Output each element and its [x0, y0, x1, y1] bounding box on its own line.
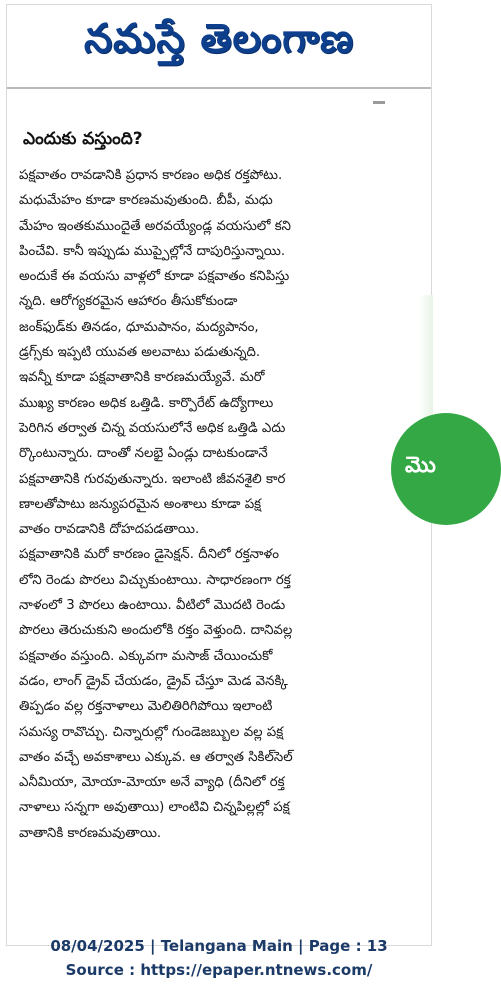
article-line: పక్షవాతం వస్తుంది. ఎక్కువగా మసాజ్ చేయించుకో	[19, 648, 273, 664]
article-headline: ఎందుకు వస్తుంది?	[23, 129, 143, 149]
article-line: డ్రగ్స్‌కు ఇప్పటి యువత అలవాటు పడుతున్నది.	[19, 345, 261, 361]
article-line: మధుమేహం కూడా కారణమవుతుంది. బీపీ, మధు	[19, 193, 273, 209]
decorative-mark	[373, 101, 385, 104]
side-badge-text: మొ	[405, 453, 436, 478]
masthead	[7, 5, 431, 83]
article-line: పించేవి. కానీ ఇప్పుడు ముప్పైల్లోనే దాపురిస్తున్నాయి.	[19, 243, 286, 259]
article-paragraph	[19, 542, 417, 846]
article-line: పక్షవాతానికి మరో కారణం డైసెక్షన్. దీనిలో రక్తనాళం	[19, 547, 279, 563]
article-line: తిప్పడం వల్ల రక్తనాళాలు మెలితిరిగిపోయి ఇలాంటి	[19, 699, 273, 715]
newspaper-clipping	[6, 4, 436, 946]
article-line: సమస్య రావొచ్చు. చిన్నారుల్లో గుండెజబ్బుల వల్ల పక్ష	[19, 724, 284, 740]
page-footer	[0, 934, 438, 982]
article-line: ణాలతోపాటు జన్యుపరమైన అంశాలు కూడా పక్ష	[19, 496, 262, 512]
article-line: పక్షవాతం రావడానికి ప్రధాన కారణం అధిక రక్తపోటు.	[19, 168, 283, 183]
edition-info: 08/04/2025 | Telangana Main | Page : 13	[50, 937, 388, 955]
article-line: వాతానికి కారణమవుతాయి.	[19, 825, 162, 841]
article-line: లోని రెండు పొరలు విచ్చుకుంటాయి. సాధారణంగా రక్త	[19, 572, 291, 588]
article-line: న్నది. ఆరోగ్యకరమైన ఆహారం తీసుకోకుండా	[19, 294, 238, 310]
source-link[interactable]: Source : https://epaper.ntnews.com/	[65, 961, 373, 979]
article-line: ర్కొంటున్నారు. దాంతో నలభై ఏండ్లు దాటకుండానే	[19, 446, 268, 462]
masthead-divider	[7, 87, 431, 89]
article-line: ముఖ్య కారణం అధిక ఒత్తిడి. కార్పొరేట్ ఉద్యోగాలు	[19, 395, 274, 411]
article-line: జంక్‌ఫుడ్‌కు తినడం, ధూమపానం, మద్యపానం,	[19, 319, 259, 335]
article-paragraph	[19, 163, 417, 542]
article-line: నాళంలో 3 పొరలు ఉంటాయి. వీటిలో మొదటి రెండు	[19, 598, 286, 614]
article-line: వడం, లాంగ్ డ్రైవ్ చేయడం, డ్రైవ్ చేస్తూ మెడ వెనక్కి	[19, 673, 288, 689]
article-line: మేహం ఇంతకుముందైతే అరవయ్యేండ్ల వయసులో కని	[19, 218, 291, 234]
article-body	[19, 163, 417, 846]
article-line: అందుకే ఈ వయసు వాళ్లలో కూడా పక్షవాతం కనిపిస్తు	[19, 269, 290, 285]
article-line: వాతం రావడానికి దోహదపడతాయి.	[19, 522, 200, 538]
article-line: ఇవన్నీ కూడా పక్షవాతానికి కారణమయ్యేవే. మరో	[19, 370, 265, 386]
article-line: వాతం వచ్చే అవకాశాలు ఎక్కువ. ఆ తర్వాత సికిల్‌సెల్	[19, 749, 293, 765]
article-line: నాళాలు సన్నగా అవుతాయి) లాంటివి చిన్నపిల్లల్లో పక్ష	[19, 800, 290, 816]
article-line: పెరిగిన తర్వాత చిన్న వయసులోనే అధిక ఒత్తిడి ఎదు	[19, 420, 286, 436]
masthead-logo: నమస్తే తెలంగాణ	[83, 16, 355, 62]
article-line: పొరలు తెరుచుకుని అందులోకి రక్తం వెళ్తుంది. దానివల్ల	[19, 623, 293, 639]
article-line: ఎనీమియా, మోయా-మోయా అనే వ్యాధి (దీనిలో రక్త	[19, 775, 285, 791]
article-line: పక్షవాతానికి గురవుతున్నారు. ఇలాంటి జీవనశైలి కార	[19, 471, 286, 487]
